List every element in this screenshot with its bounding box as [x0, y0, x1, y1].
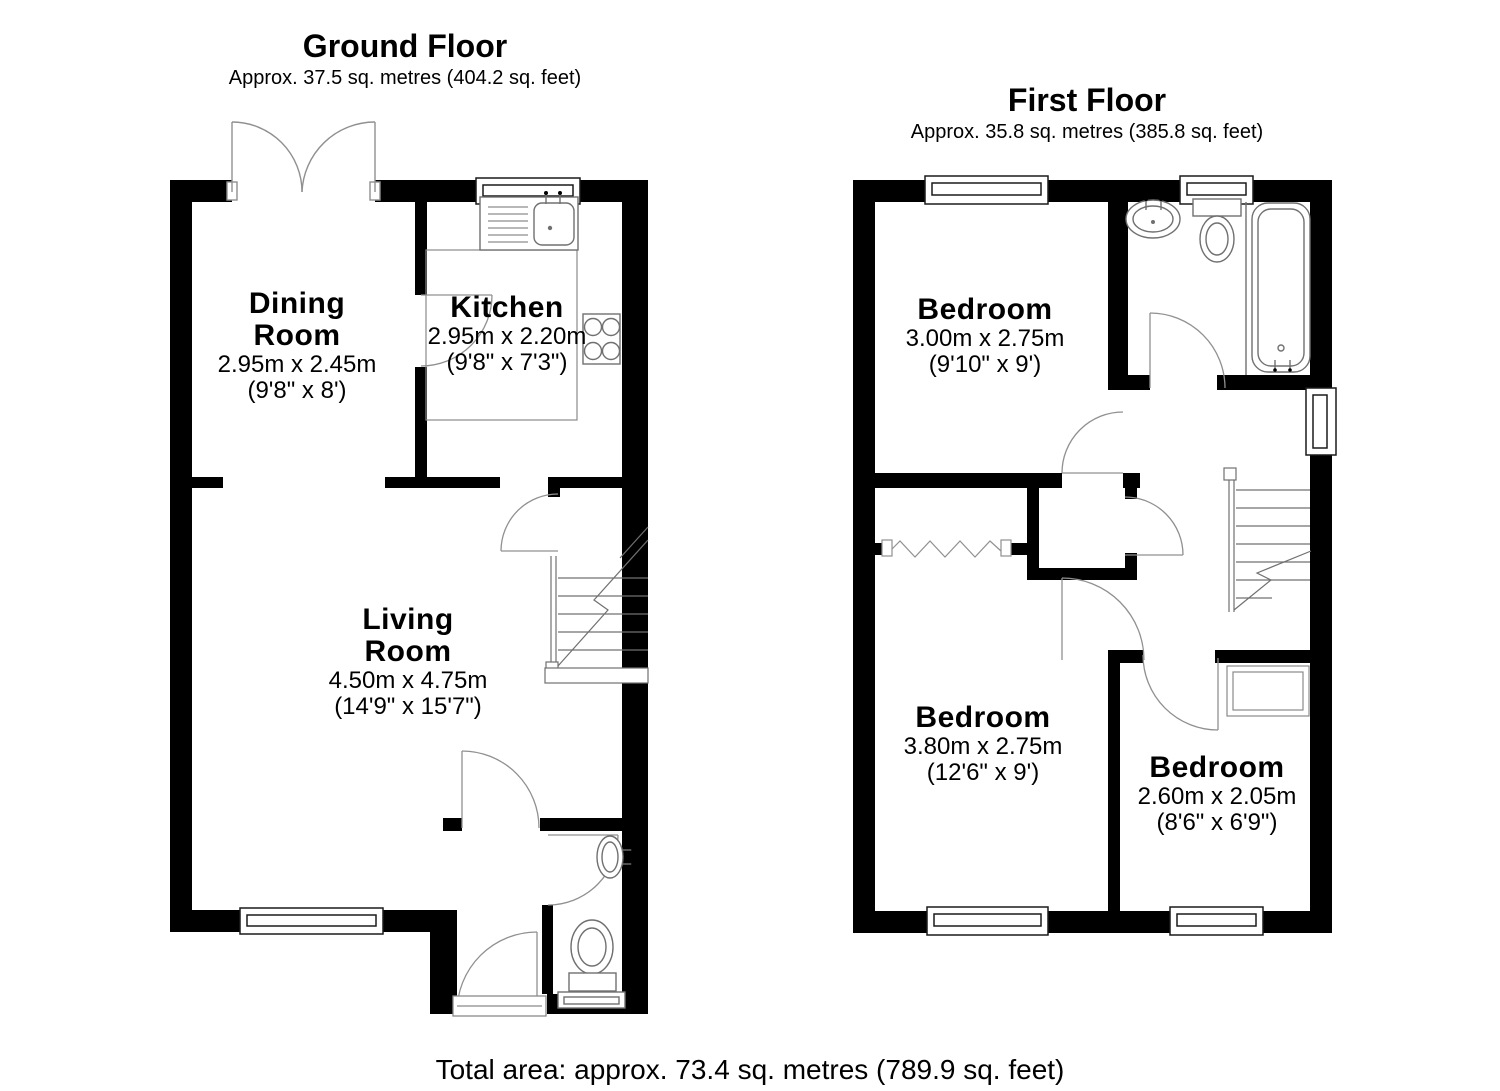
bedroom3-window: [1170, 907, 1263, 935]
first-floor-subtitle: Approx. 35.8 sq. metres (385.8 sq. feet): [910, 121, 1264, 143]
ground-floor-plan: [170, 122, 648, 1016]
bath-icon: [1246, 202, 1310, 375]
bedroom3-door: [1143, 655, 1218, 730]
first-floor-title: First Floor: [1007, 82, 1167, 118]
kitchen-sink: [480, 191, 578, 250]
wash-basin-icon-bathroom: [1126, 197, 1180, 238]
living-room-door: [501, 494, 558, 551]
wardrobe-bedroom3: [1227, 666, 1309, 716]
ground-floor-header: [155, 28, 655, 90]
bedroom1-label: Bedroom 3.00m x 2.75m (9'10" x 9'): [905, 293, 1065, 378]
hanging-rail: [882, 540, 1011, 557]
first-floor-header: [837, 82, 1337, 144]
bedroom3-label: Bedroom 2.60m x 2.05m (8'6" x 6'9"): [1137, 751, 1297, 836]
ground-floor-title: Ground Floor: [302, 28, 508, 64]
living-room-label: Living Room 4.50m x 4.75m (14'9" x 15'7"): [328, 603, 488, 720]
dining-room-label: Dining Room 2.95m x 2.45m (9'8" x 8'): [217, 287, 377, 404]
bedroom2-door: [1062, 578, 1144, 660]
french-doors: [227, 122, 380, 200]
bedroom1-door: [1062, 412, 1123, 473]
cupboard-door: [1125, 497, 1183, 555]
front-door-threshold: [453, 996, 546, 1016]
hallway-door: [462, 751, 539, 828]
toilet-icon-ground: [558, 920, 625, 1008]
living-room-window: [240, 908, 383, 934]
landing-window: [1306, 388, 1336, 455]
total-area-label: Total area: approx. 73.4 sq. metres (789.9 sq. feet): [435, 1054, 1065, 1085]
staircase-first: [1224, 468, 1311, 612]
ground-floor-subtitle: Approx. 37.5 sq. metres (404.2 sq. feet): [228, 67, 582, 89]
bedroom2-label: Bedroom 3.80m x 2.75m (12'6" x 9'): [903, 701, 1063, 786]
toilet-icon-bathroom: [1193, 199, 1241, 262]
kitchen-label: Kitchen 2.95m x 2.20m (9'8" x 7'3"): [427, 291, 587, 376]
bedroom1-window: [925, 176, 1048, 204]
bathroom-door: [1150, 313, 1225, 388]
bedroom2-window: [927, 907, 1048, 935]
